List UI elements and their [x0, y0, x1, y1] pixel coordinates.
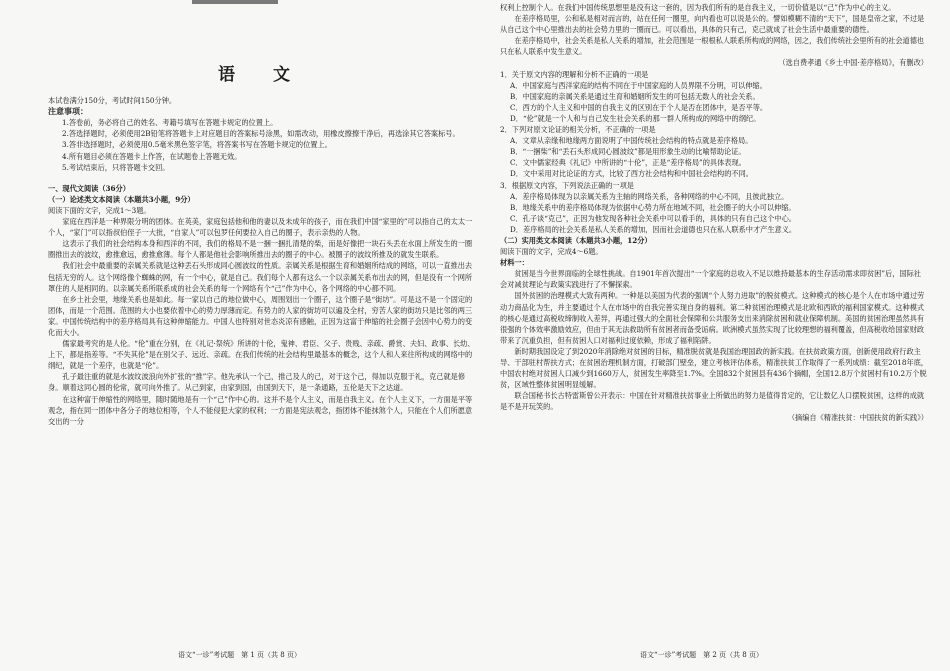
- answer-option: B．中国家庭的亲属关系是通过生育和婚姻所发生的可包括无数人的社会关系。: [510, 91, 760, 101]
- page-2-footer: 语文“一诊”考试题 第 2 页（共 8 页）: [640, 651, 763, 659]
- material-label: 材料一：: [500, 258, 529, 268]
- reading-instruction: 阅读下面的文字，完成4～6题。: [500, 247, 603, 257]
- passage-paragraph: 在乡土社会里，地缘关系也是如此。每一家以自己的地位做中心，周围划出一个圈子，这个圈子是“街坊”。可是这不是一个固定的团体，而是一个范围。范围的大小也要依着中心的势力厚薄而定。有势力的人家的街坊可以遍及全村，穷苦人家的街坊只是比邻的两三家。中国传统结构中的差序格局具有这种伸缩能力。中国人也特别对世态炎凉有感触，正因为这富于伸缩的社会圈子会因中心势力的变化而大小。: [48, 294, 473, 337]
- page-1-column: [48, 22, 476, 427]
- question-stem: 3．根据原文内容，下列说法正确的一项是: [500, 180, 634, 190]
- scan-edge-bar: [192, 0, 278, 4]
- page-2-column: [500, 2, 928, 424]
- answer-option: B．地缘关系中的差序格局体现为依据中心势力所在地域不同，社会圈子的大小可以伸缩。: [510, 202, 796, 212]
- page-1-footer: 语文“一诊”考试题 第 1 页（共 8 页）: [178, 651, 301, 659]
- passage-paragraph: 孔子最注重的就是水波纹波浪向外扩张的“推”字。他先承认一个己，推己及人的己，对于这个己，得加以克服于礼，克己就是修身。顺着这同心圆的伦常，就可向外推了。从己到家，由家到国，由国到天下，是一条通路，五伦是天下之达道。: [48, 372, 466, 393]
- material-paragraph: 贫困是当今世界面临的全球性挑战。自1901年首次提出“一个家庭的总收入不足以维持最基本的生存活动需求即贫困”后，国际社会对减贫理论与政策实践进行了不懈探索。: [500, 269, 921, 290]
- subsection-heading: （一）论述类文本阅读（本题共3小题，9分）: [48, 194, 195, 204]
- material-paragraph: 新时期我国设定了到2020年消除绝对贫困的目标，精准脱贫就是我国治理国政的新实践。在扶贫政策方面，创新使用政府行政主导、干部驻村帮扶方式；在贫困治理机制方面，打破部门壁垒，建立考核评估体系，精准扶贫工作取得了一系列成绩：截至2018年底，中国农村绝对贫困人口减少到1660万人，贫困发生率降至1.7%。全国832个贫困县有436个摘帽，全国12.8万个贫困村有10.2万个脱贫，区域性整体贫困明显缓解。: [500, 346, 928, 390]
- notice-heading: 注意事项：: [48, 106, 88, 117]
- passage-source: （选自费孝通《乡土中国·差序格局》，有删改）: [778, 58, 928, 68]
- material-paragraph: 联合国秘书长古特雷斯曾公开表示：中国在针对精准扶贫事业上所做出的努力是值得肯定的，它让数亿人口摆脱贫困，这样的成就是不是开玩笑的。: [500, 391, 925, 412]
- answer-option: D．差序格局的社会关系是私人关系的增加，因而社会道德也只在私人联系中才产生意义。: [510, 224, 797, 234]
- passage-paragraph: 在差序格局里，公和私是相对而言的，站在任何一圈里，向内看也可以说是公的。譬如模糊不清的“天下”，国是皇帝之家，不过是从自己这个中心里推出去的社会势力里的一圈而已。可以看出，具体的只有己，克己就成了社会生活中最重要的德性。: [500, 14, 925, 35]
- passage-paragraph: 在这种富于伸缩性的网络里，随时随地是有一个“己”作中心的。这并不是个人主义，而是自我主义。在个人主义下，一方面是平等观念，指在同一团体中各分子的地位相等，个人不能侵犯大家的权利；一方面是宪法观念，指团体不能抹煞个人，只能在个人们所愿意交出的一分: [48, 394, 473, 426]
- answer-option: C．孔子谈“克己”，正因为他发现各种社会关系中可以看手的，具体的只有自己这个中心。: [510, 213, 796, 223]
- subsection-heading: （二）实用类文本阅读（本题共3小题，12分）: [500, 235, 652, 245]
- notice-item: 5.考试结束后，只将答题卡交回。: [62, 162, 170, 172]
- answer-option: C．文中儒家经典《礼记》中所讲的“十伦”，正是“差序格局”的具体表现。: [510, 158, 746, 168]
- answer-option: A．文章从亲缘和地缘两方面说明了中国传统社会结构的特点就是差序格局。: [510, 136, 753, 146]
- notice-item: 1.答卷前，务必将自己的姓名、考籍号填写在答题卡规定的位置上。: [62, 118, 278, 128]
- question-stem: 2．下列对原文论证的相关分析，不正确的一项是: [500, 125, 656, 135]
- passage-paragraph: 家庭在西洋是一种界限分明的团体。在英美，家庭包括他和他的妻以及未成年的孩子，而在我们中国“家里的”可以指自己的太太一个人，“家门”可以指叔伯侄子一大批，“自家人”可以包罗任何要拉入自己的圈子，表示亲热的人物。: [48, 217, 473, 238]
- exam-intro: 本试卷满分150分，考试时间150分钟。: [48, 96, 177, 106]
- notice-item: 4.所有题目必须在答题卡上作答，在试题卷上答题无效。: [62, 151, 242, 161]
- exam-title: 语 文: [218, 65, 306, 85]
- answer-option: B．“一捆柴”和“丢石头形成同心圆波纹”都是用形象生动的比喻帮助论证。: [510, 147, 746, 157]
- answer-option: C．西方的个人主义和中国的自我主义的区别在于个人是否在团体中，是否平等。: [510, 102, 768, 112]
- passage-paragraph: 在差序格局中，社会关系是私人关系的增加，社会范围是一根根私人联系所构成的网络，因之，我们传统社会里所有的社会道德也只在私人联系中发生意义。: [500, 36, 925, 57]
- question-stem: 1．关于原文内容的理解和分析不正确的一项是: [500, 69, 649, 79]
- notice-item: 2.答选择题时，必须使用2B铅笔将答题卡上对应题目的答案标号涂黑，如需改动，用橡皮擦擦干净后，再选涂其它答案标号。: [62, 129, 460, 139]
- notice-item: 3.答非选择题时，必须使用0.5毫米黑色签字笔，将答案书写在答题卡规定的位置上。: [62, 140, 332, 150]
- passage-paragraph: 权利上控制个人。在我们中国传统思想里是没有这一套的，因为我们所有的是自我主义，一切价值是以“己”作为中心的主义。: [500, 3, 896, 12]
- material-source: （摘编自《精准扶贫：中国扶贫的新实践》）: [787, 413, 928, 423]
- answer-option: A．中国家庭与西洋家庭的结构不同在于中国家庭的人员界限不分明，可以伸缩。: [510, 80, 767, 90]
- answer-option: D．“伦”就是一个人和与自己发生社会关系的那一群人所构成的网络中的纲纪。: [510, 113, 761, 123]
- passage-paragraph: 儒家最考究的是人伦。“伦”重在分别，在《礼记·祭统》所讲的十伦，鬼神、君臣、父子、贵贱、亲疏、爵赏、夫妇、政事、长幼、上下，都是指差等。“不失其伦”是在别父子、远近、亲疏。在我们传统的社会结构里最基本的概念，这个人和人来往所构成的网络中的纲纪，就是一个差序，也就是“伦”。: [48, 339, 475, 371]
- section-heading: 一、现代文阅读（36分）: [48, 183, 130, 193]
- passage-paragraph: 这表示了我们的社会结构本身和西洋的不同，我们的格局不是一捆一捆扎清楚的柴，而是好像把一块石头丢在水面上所发生的一圈圈推出去的波纹，愈推愈远，愈推愈薄。每个人都是他社会影响所推出去的圈子的中心。被圈子的波纹所推及的就发生联系。: [48, 239, 473, 260]
- reading-instruction: 阅读下面的文字，完成1～3题。: [48, 205, 151, 215]
- passage-paragraph: 我们社会中最重要的亲属关系就是这种丢石头形成同心圆波纹的性质。亲属关系是根据生育和婚姻所结成的网络，可以一直推出去包括无穷的人。这个网络像个蜘蛛的网，有一个中心，就是自己。我们每个人都有这么一个以亲属关系布出去的网，但是没有一个网所罩住的人是相同的。以亲属关系所联系成的社会关系的每一个网络有个“己”作为中心，各个网络的中心都不同。: [48, 261, 473, 293]
- material-paragraph: 国外贫困的治理模式大致有两种。一种是以美国为代表的强调“个人努力进取”的脱贫模式。这种模式的核心是个人在市场中通过劳动力商品化为生，并主要通过个人在市场中的自我完善实现自身的福利。第二种贫困治理模式是北欧和西欧的福利国家模式。这种模式的核心是通过高税收缔制收入差异，再通过强大的全面社会保障和公共服务支出来消除贫困和就业保障机制。美国的贫困治理虽然具有很强的个体效率激励效应，但由于其无法救助所有贫困者而备受诟病。欧洲模式虽然实现了比较理想的福利覆盖，但高税收给国家财政带来了沉重负担，但有贫困人口对福利过度依赖，形成了福利陷阱。: [500, 291, 925, 345]
- answer-option: A．差序格局体现为以亲属关系为主轴的网络关系，各种网络的中心不同，且彼此独立。: [510, 191, 789, 201]
- answer-option: D．文中采用对比论证的方式，比较了西方社会结构和中国社会结构的不同。: [510, 169, 753, 179]
